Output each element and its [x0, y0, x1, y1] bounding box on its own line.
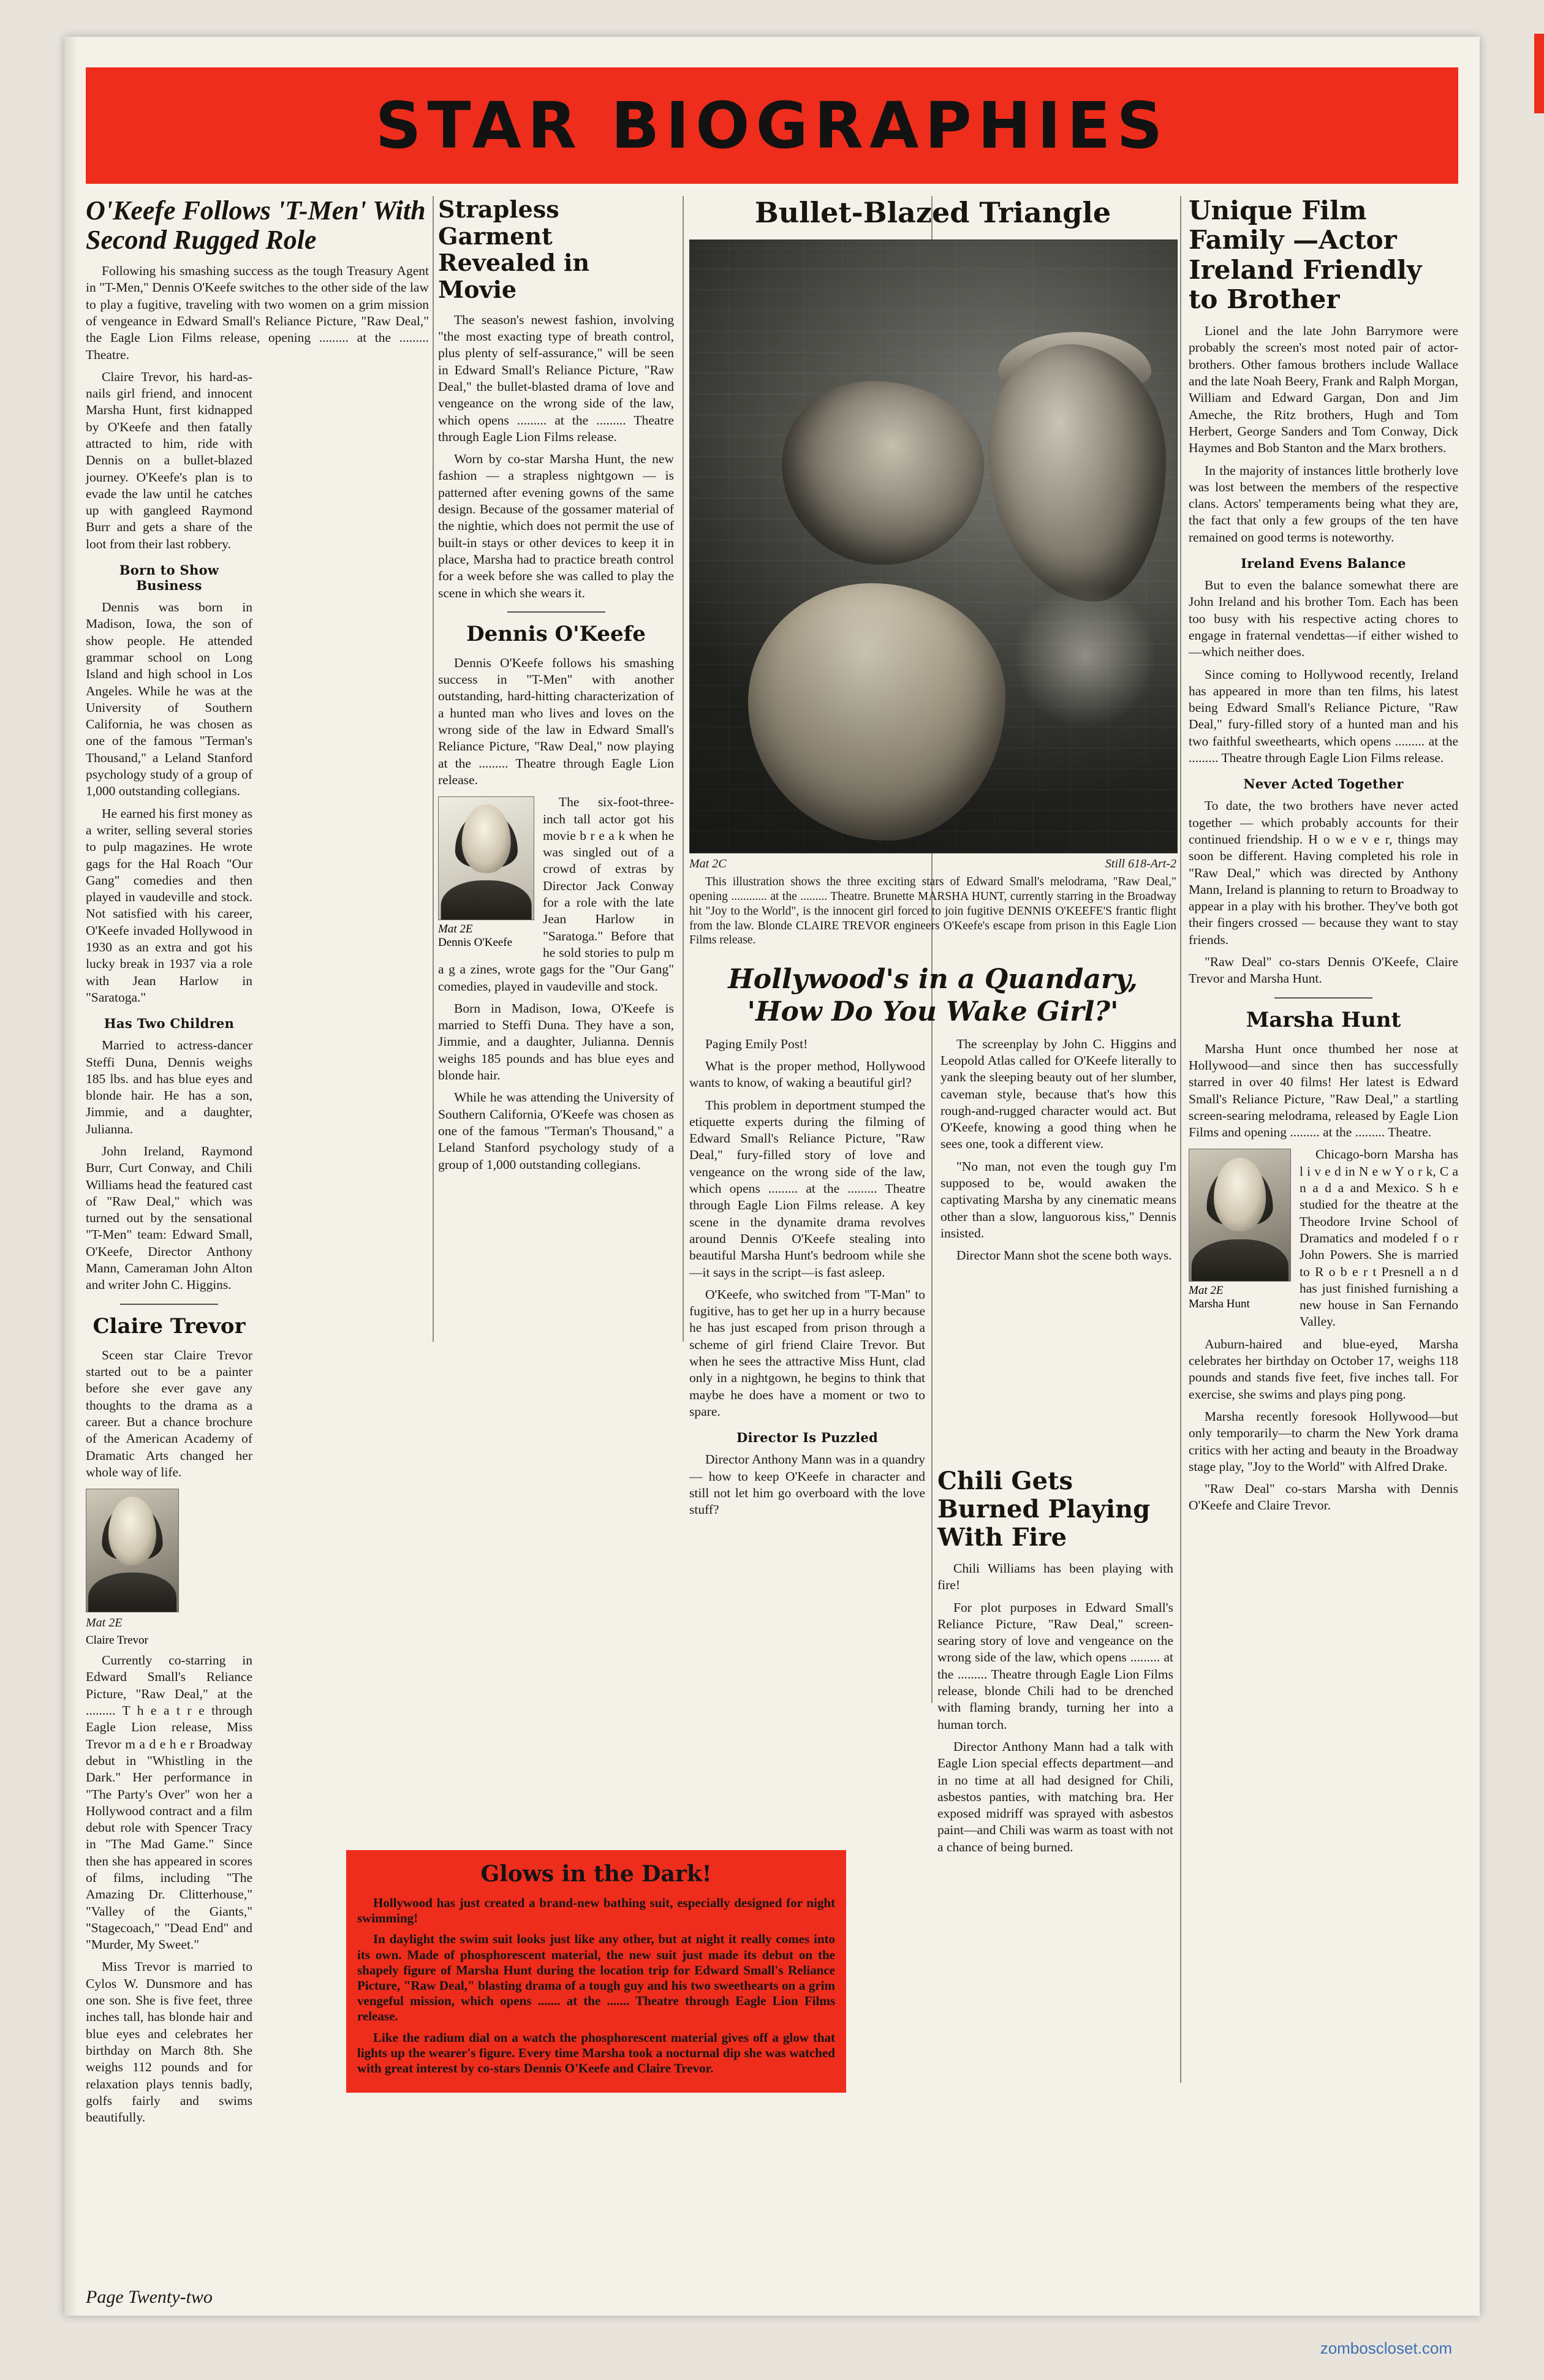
ireland-subhead-1: Ireland Evens Balance — [1241, 556, 1406, 572]
artwork-still-number: Still 618-Art-2 — [1105, 857, 1176, 871]
artwork-title: Bullet-Blazed Triangle — [754, 196, 1111, 229]
chili-para-3: Director Anthony Mann had a talk with Eagle Lion special effects department—and in no time at all had designed for Chili, asbestos panties, with matching bra. Her exposed midriff was sprayed with asbestos paint—and Chili was warm as toast with not a chance of being burned. — [937, 1739, 1173, 1854]
glows-box-title: Glows in the Dark! — [480, 1861, 712, 1887]
column-rule-2 — [683, 196, 684, 1342]
face-shape-icon — [461, 804, 511, 873]
quandary-para-2: What is the proper method, Hollywood wants to know, of waking a beautiful girl? — [689, 1058, 925, 1090]
column-chili — [937, 1467, 1173, 1861]
shadow-overlay — [690, 240, 1177, 853]
hunt-para-4: Marsha recently foresook Hollywood—but only temporarily—to charm the New York drama critics with her acting and beauty in the Broadway stage play, "Joy to the World" with Alfred Drake. — [1189, 1408, 1458, 1474]
okeefe-bio-para-4: While he was attending the University of Southern California, O'Keefe was chosen as one of the famous "Terman's Thousand," a Leland Stanford psychology study of a group of 1,000 outstanding collegians. — [438, 1090, 674, 1172]
okeefe-para-4: He earned his first money as a writer, selling several stories to pulp magazines. He wrote gags for the Hal Roach "Our Gang" comedies and then played in vaudeville and stock. Not satisfied with his career, O'Keefe invaded Hollywood in 1930 as an extra and got his lucky break in 1937 via a role with Jean Harlow in "Saratoga." — [86, 806, 252, 1005]
marsha-hunt-photo — [1189, 1149, 1291, 1282]
artwork-caption-text: This illustration shows the three exciting stars of Edward Small's melodrama, "Raw Deal," opening ............ at the ......... Theatre. Brunette MARSHA HUNT, currently starring in the Broadway hit "Joy to the World", is the innocent girl forced to join fugitive DENNIS O'KEEFE'S frantic flight from the law. Blonde CLAIRE TREVOR engineers O'Keefe's escape from prison in this Eagle Lion Films release. — [689, 875, 1176, 947]
glows-box-para-2: In daylight the swim suit looks just like any other, but at night it really comes into its own. Made of phosphorescent material, the new suit just made its debut on the shapely figure of Marsha Hunt during the location trip for Edward Small's Reliance Picture, "Raw Deal," blasting drama of a tough guy and his two sweethearts on a grim vengeful mission, which opens ....... at the ....... Theatre through Eagle Lion Films release. — [357, 1932, 835, 2024]
column-okeefe — [86, 196, 429, 2131]
column-strapless — [438, 196, 674, 1179]
face-shape-icon — [1214, 1157, 1266, 1231]
quandary-after-sub: Director Anthony Mann was in a quandry — how to keep O'Keefe in character and still not let him go overboard with the love stuff? — [689, 1452, 925, 1517]
artwork-caption — [689, 875, 1176, 948]
trevor-photo-caption: Claire Trevor — [86, 1634, 148, 1647]
glows-in-the-dark-box — [346, 1850, 846, 2093]
bullet-blazed-triangle-artwork — [689, 240, 1178, 853]
site-watermark: zomboscloset.com — [1320, 2339, 1452, 2357]
okeefe-bio-para-2: The six-foot-three-inch tall actor got his movie b r e a k when he was singled out of a crowd of extras by Director Jack Conway for a role with the late Jean Harlow in "Saratoga." Before that he sold stories to pulp m a g a zines, wrote gags for the "Our Gang" comedies, played in vaudeville and stock. — [438, 795, 674, 994]
strapless-para-1: The season's newest fashion, involving "the most exacting type of breath control, plus plenty of self-assurance," will be seen in Edward Small's Reliance Picture, "Raw Deal," the bullet-blasted drama of love and vengeance on the wrong side of the law, which opens ......... at the ......... Theatre through Eagle Lion Films release. — [438, 312, 674, 444]
quandary-cont-2: "No man, not even the tough guy I'm supposed to be, would awaken the captivating Marsha by any cinematic means other than a slow, languorous kiss," Dennis insisted. — [940, 1158, 1176, 1241]
quandary-subhead: Director Is Puzzled — [736, 1430, 879, 1446]
hunt-mat-number: Mat 2E — [1189, 1284, 1224, 1298]
okeefe-headline: O'Keefe Follows 'T-Men' With Second Rugged Role — [86, 195, 426, 255]
ireland-subhead-2: Never Acted Together — [1243, 776, 1404, 792]
artwork-mat-number: Mat 2C — [689, 857, 727, 871]
hunt-para-2: Chicago-born Marsha has l i v e d in N e w Y o r k, C a n a d a and Mexico. S h e studied for the theatre at the Theodore Irvine School of Dramatics and modeled f o r John Powers. She is married to R o b e r t Presnell a n d has just finished furnishing a new house in San Fernando Valley. — [1300, 1147, 1458, 1329]
torso-shape-icon — [1191, 1239, 1288, 1282]
divider-3 — [1274, 997, 1372, 999]
okeefe-para-6: John Ireland, Raymond Burr, Curt Conway, and Chili Williams head the featured cast of "Raw Deal," which was turned out by the sensational "T-Men" team: Edward Small, O'Keefe, Director Anthony Mann, Cameraman John Alton and writer John C. Higgins. — [86, 1143, 252, 1293]
okeefe-bio-headline: Dennis O'Keefe — [466, 621, 646, 646]
chili-para-1: Chili Williams has been playing with fire! — [937, 1561, 1173, 1593]
column-ireland — [1189, 196, 1458, 1520]
ireland-para-4: Since coming to Hollywood recently, Ireland has appeared in more than ten films, his latest being Edward Small's Reliance Picture, "Raw Deal," fury-filled story of a hunted man and his two faithful sweethearts, which opens ......... at the ......... Theatre through Eagle Lion Films release. — [1189, 667, 1458, 766]
strapless-headline: Strapless Garment Revealed in Movie — [438, 195, 590, 304]
artwork-mat-line — [689, 857, 1176, 871]
okeefe-para-2: Claire Trevor, his hard-as-nails girl friend, and innocent Marsha Hunt, first kidnapped by O'Keefe and then fatally attracted to him, ride with Dennis on a bullet-blazed journey. O'Keefe's plan is to evade the law until he catches up with gangleed Raymond Burr and gets a share of the loot from their last robbery. — [86, 369, 252, 551]
column-rule-4 — [1180, 196, 1181, 2083]
ireland-para-3: But to even the balance somewhat there are John Ireland and his brother Tom. Each has been too busy with his respective acting chores to engage in fraternal vendettas—if either wished to—which neither does. — [1189, 578, 1458, 660]
trevor-para-3: Miss Trevor is married to Cylos W. Dunsmore and has one son. She is five feet, three inches tall, has blonde hair and blue eyes and celebrates her birthday on March 8th. She weighs 112 pounds and for relaxation plays tennis badly, golfs fairly and swims beautifully. — [86, 1959, 252, 2125]
glows-box-para-3: Like the radium dial on a watch the phosphorescent material gives off a glow that lights up the wearer's figure. Every time Marsha took a nocturnal dip she was watched with great interest by co-stars Dennis O'Keefe and Claire Trevor. — [357, 2030, 835, 2076]
hunt-para-1: Marsha Hunt once thumbed her nose at Hollywood—and since then has successfully starred in over 40 films! Her latest is Edward Small's Reliance Picture, "Raw Deal," a startling screen-searing melodrama, released by Eagle Lion Films and opening ......... at the ......... Theatre. — [1189, 1041, 1458, 1140]
quandary-headline: Hollywood's in a Quandary, 'How Do You Wake Girl?' — [728, 964, 1138, 1027]
masthead-title: STAR BIOGRAPHIES — [375, 88, 1169, 163]
torso-shape-icon — [441, 880, 532, 920]
face-shape-icon — [108, 1497, 156, 1565]
trevor-para-1: Sceen star Claire Trevor started out to be a painter before she ever gave any thoughts to the drama as a career. But a chance brochure of the American Academy of Dramatic Arts changed her whole way of life. — [86, 1347, 252, 1479]
ireland-para-1: Lionel and the late John Barrymore were probably the screen's most noted pair of actor-brothers. Other famous brothers include Wallace and the late Noah Beery, Frank and Ralph Morgan, William and Edward Gargan, Don and Jim Ameche, the Ritz brothers, Hugh and Tom Herbert, George Sanders and Tom Conway, Dick Haymes and Bob Stanton and the Marx brothers. — [1189, 323, 1458, 456]
glows-box-para-1: Hollywood has just created a brand-new bathing suit, especially designed for night swimming! — [357, 1895, 835, 1926]
quandary-para-3: This problem in deportment stumped the etiquette experts during the filming of Edward Small's Reliance Picture, "Raw Deal," fury-filled story of love and vengeance on the wrong side of the law, which opens ......... at the ......... Theatre through Eagle Lion Films release. A key scene in the dynamite drama revolves around Dennis O'Keefe stealing into beautiful Marsha Hunt's bedroom while she—it says in the script—is fast asleep. — [689, 1097, 925, 1280]
column-artwork — [689, 196, 1176, 1524]
okeefe-photo-caption: Dennis O'Keefe — [438, 936, 513, 950]
okeefe-mat-number: Mat 2E — [438, 923, 473, 936]
column-rule-1 — [433, 196, 434, 1342]
hunt-headline: Marsha Hunt — [1246, 1007, 1401, 1032]
divider-2 — [507, 611, 605, 613]
ireland-para-5: To date, the two brothers have never acted together — which probably accounts for their continued friendship. H o w e v e r, things may soon be different. Having completed his role in "Raw Deal," which was directed by Anthony Mann, Ireland is planning to return to Broadway to appear in a play with his brother. They've both got their fingers crossed — because they want to stay friends. — [1189, 798, 1458, 947]
ireland-para-2: In the majority of instances little brotherly love was lost between the members of the respective clans. Actors' temperaments being what they are, the fact that only a few groups of the ten have remained on good terms is noteworthy. — [1189, 463, 1458, 545]
quandary-para-1: Paging Emily Post! — [705, 1036, 808, 1051]
okeefe-bio-para-1: Dennis O'Keefe follows his smashing success in "T-Men" with another outstanding, hard-hitting characterization of a hunted man who lives and loves on the wrong side of the law in Edward Small's Reliance Picture, "Raw Deal," now playing at the ......... Theatre through Eagle Lion release. — [438, 655, 674, 787]
okeefe-para-1: Following his smashing success as the tough Treasury Agent in "T-Men," Dennis O'Keefe switches to the other side of the law to play a fugitive, traveling with two women on a grim mission of vengeance in Edward Small's Reliance Picture, "Raw Deal," the Eagle Lion Films release, opening ......... at the ......... Theatre. — [86, 263, 429, 362]
quandary-cont-1: The screenplay by John C. Higgins and Leopold Atlas called for O'Keefe literally to yank the sleeping beauty out of her slumber, caveman style, because that's how this rough-and-rugged character would act. But O'Keefe, knowing a good thing when he sees one, took a different view. — [940, 1036, 1176, 1152]
chili-headline: Chili Gets Burned Playing With Fire — [937, 1467, 1151, 1552]
page-number: Page Twenty-two — [86, 2287, 213, 2307]
chili-para-2: For plot purposes in Edward Small's Reliance Picture, "Raw Deal," screen-searing story of love and vengeance on the wrong side of the law, which opens ......... at the ......... Theatre through Eagle Lion Films release, blonde Chili had to be drenched with flaming brandy, turning her into a human torch. — [937, 1600, 1173, 1732]
hunt-para-5: "Raw Deal" co-stars Marsha with Dennis O'Keefe and Claire Trevor. — [1189, 1481, 1458, 1513]
hunt-photo-caption: Marsha Hunt — [1189, 1298, 1250, 1311]
claire-trevor-photo — [86, 1489, 179, 1612]
trevor-para-2: Currently co-starring in Edward Small's Reliance Picture, "Raw Deal," at the ......... T h e a t r e through Eagle Lion release, Miss Trevor m a d e h e r Broadway debut in "Whistling in the Dark." Her performance in "The Party's Over" won her a Hollywood contract and a film debut role with Spencer Tracy in "The Mad Game." Since then she has appeared in scores of films, including "The Amazing Dr. Clitterhouse," "Valley of the Giants," "Stagecoach," "Dead End" and "Murder, My Sweet." — [86, 1653, 252, 1952]
strapless-para-2: Worn by co-star Marsha Hunt, the new fashion — a strapless nightgown — is patterned after evening gowns of the same design. Because of the gossamer material of the nightie, which does not permit the use of built-in stays or other devices to keep it in place, Marsha had to practice breath control for a week before she was called to play the scene in which she wears it. — [438, 451, 674, 600]
ireland-para-6: "Raw Deal" co-stars Dennis O'Keefe, Claire Trevor and Marsha Hunt. — [1189, 954, 1458, 986]
quandary-para-4: O'Keefe, who switched from "T-Man" to fugitive, has to get her up in a hurry because he has just escaped from prison through a scheme of girl friend Claire Trevor. But when he sees the attractive Miss Hunt, clad only in a nightgown, he begins to think that maybe he does have a moment or two to spare. — [689, 1286, 925, 1419]
okeefe-para-5: Married to actress-dancer Steffi Duna, Dennis weighs 185 lbs. and has blue eyes and blonde hair. He has a son, Jimmie, and a daughter, Julianna. — [86, 1038, 252, 1136]
quandary-cont-3: Director Mann shot the scene both ways. — [956, 1248, 1172, 1263]
red-edge-tab — [1534, 34, 1544, 113]
dennis-okeefe-photo — [438, 796, 534, 920]
okeefe-bio-para-3: Born in Madison, Iowa, O'Keefe is married to Steffi Duna. They have a son, Jimmie, and a daughter, Julianna. Dennis weighs 185 pounds and has blue eyes and blonde hair. — [438, 1000, 674, 1083]
torso-shape-icon — [88, 1573, 176, 1612]
hunt-para-3: Auburn-haired and blue-eyed, Marsha celebrates her birthday on October 17, weighs 118 pounds and stands five feet, five inches tall. For exercise, she swims and plays ping pong. — [1189, 1336, 1458, 1402]
masthead-banner — [86, 67, 1458, 184]
okeefe-subhead-1: Born to Show Business — [119, 562, 219, 594]
trevor-mat-number: Mat 2E — [86, 1616, 123, 1630]
page-left-edge — [64, 37, 78, 2316]
ireland-headline: Unique Film Family —Actor Ireland Friendly to Brother — [1189, 195, 1422, 314]
okeefe-subhead-2: Has Two Children — [104, 1016, 235, 1032]
okeefe-para-3: Dennis was born in Madison, Iowa, the son of show people. He attended grammar school on Long Island and high school in Los Angeles. While he was at the University of Southern California, he was chosen as one of the famous "Terman's Thousand," a Leland Stanford psychology study of a group of 1,000 outstanding collegians. — [86, 600, 252, 799]
divider-1 — [120, 1304, 218, 1305]
trevor-headline: Claire Trevor — [93, 1313, 246, 1339]
